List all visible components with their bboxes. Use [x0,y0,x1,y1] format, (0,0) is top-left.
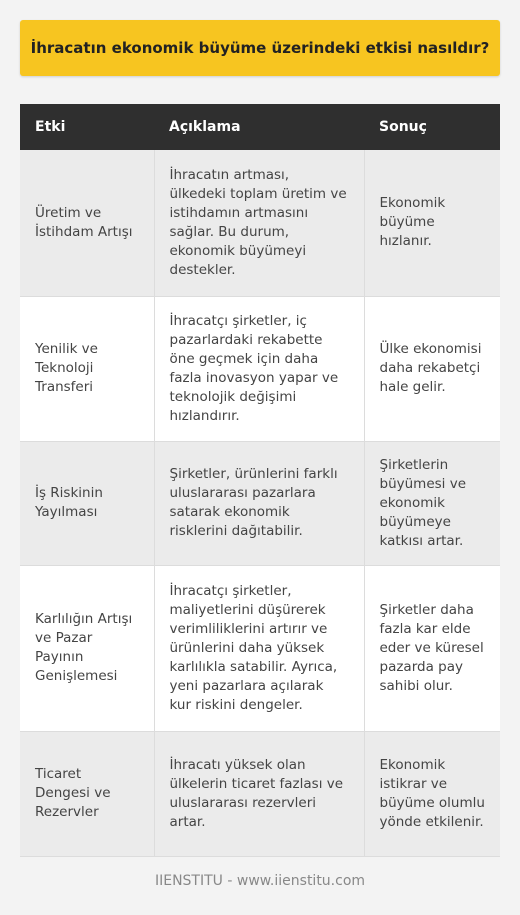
page-title: İhracatın ekonomik büyüme üzerindeki etkisi nasıldır? [30,39,490,57]
cell-aciklama: İhracatın artması, ülkedeki toplam üretim ve istihdamın artmasını sağlar. Bu durum, ekonomik büyümeyi destekler. [154,150,364,296]
cell-sonuc: Şirketlerin büyümesi ve ekonomik büyümeye katkısı artar. [364,441,500,565]
table-header-row [20,104,500,150]
cell-aciklama: İhracatçı şirketler, maliyetlerini düşürerek verimliliklerini artırır ve ürünlerini daha yüksek karlılıkla satabilir. Ayrıca, yeni pazarlara açılarak kur riskini dengeler. [154,565,364,731]
cell-sonuc: Ülke ekonomisi daha rekabetçi hale gelir. [364,296,500,441]
table-row [20,296,500,441]
title-banner [20,20,500,76]
cell-etki: Karlılığın Artışı ve Pazar Payının Genişlemesi [20,565,154,731]
table-row [20,441,500,565]
cell-etki: Yenilik ve Teknoloji Transferi [20,296,154,441]
cell-aciklama: İhracatçı şirketler, iç pazarlardaki rekabette öne geçmek için daha fazla inovasyon yapar ve teknolojik değişimi hızlandırır. [154,296,364,441]
table-row [20,150,500,296]
cell-etki: Üretim ve İstihdam Artışı [20,150,154,296]
effects-table [20,104,500,857]
cell-sonuc: Ekonomik istikrar ve büyüme olumlu yönde etkilenir. [364,731,500,856]
cell-sonuc: Şirketler daha fazla kar elde eder ve küresel pazarda pay sahibi olur. [364,565,500,731]
header-aciklama: Açıklama [154,104,364,150]
cell-sonuc: Ekonomik büyüme hızlanır. [364,150,500,296]
header-sonuc: Sonuç [364,104,500,150]
footer-credit: IIENSTITU - www.iienstitu.com [154,873,366,889]
cell-aciklama: Şirketler, ürünlerini farklı uluslararası pazarlara satarak ekonomik risklerini dağıtabilir. [154,441,364,565]
header-etki: Etki [20,104,154,150]
cell-etki: Ticaret Dengesi ve Rezervler [20,731,154,856]
cell-etki: İş Riskinin Yayılması [20,441,154,565]
table-row [20,565,500,731]
cell-aciklama: İhracatı yüksek olan ülkelerin ticaret fazlası ve uluslararası rezervleri artar. [154,731,364,856]
table-row [20,731,500,856]
